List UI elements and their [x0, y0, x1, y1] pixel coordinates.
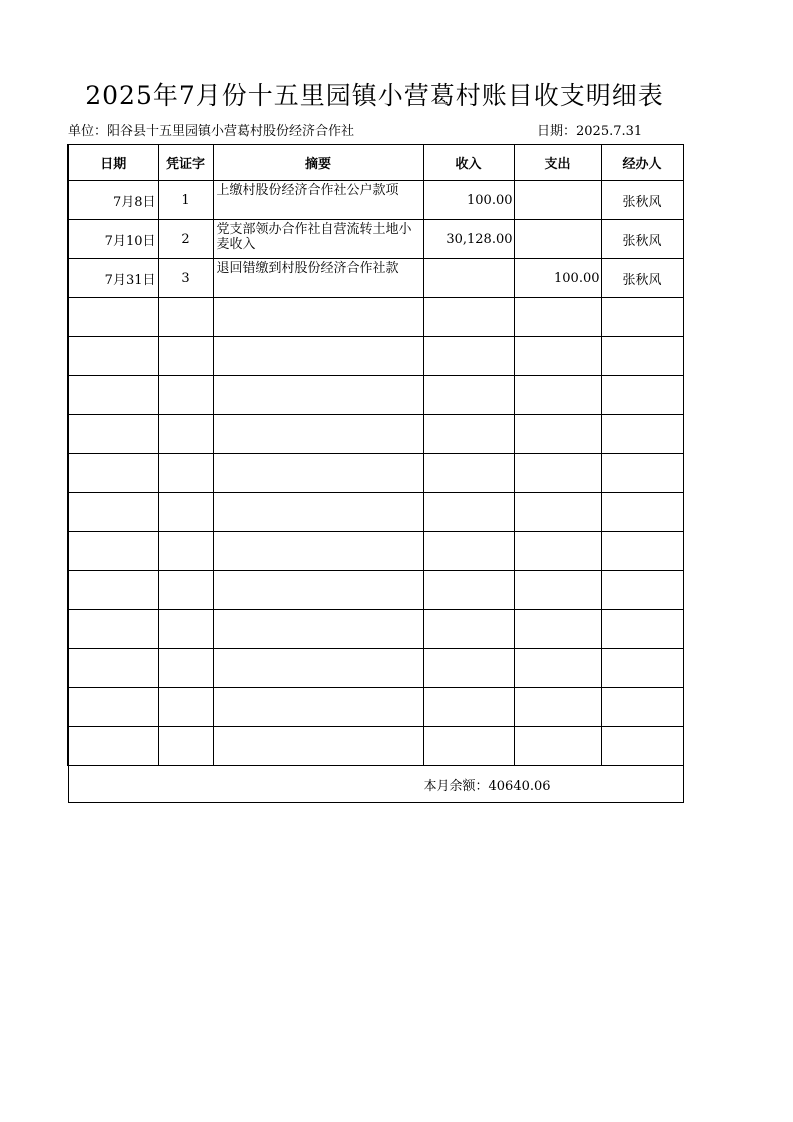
table-row — [68, 415, 683, 454]
table-row — [68, 376, 683, 415]
cell-summary — [213, 493, 423, 532]
cell-expense — [514, 727, 601, 766]
monthly-balance: 本月余额：40640.06 — [68, 766, 683, 803]
table-row — [68, 571, 683, 610]
table-row — [68, 727, 683, 766]
cell-summary — [213, 649, 423, 688]
cell-handler — [601, 298, 683, 337]
cell-handler — [601, 454, 683, 493]
cell-date — [68, 337, 158, 376]
cell-summary — [213, 532, 423, 571]
cell-expense — [514, 376, 601, 415]
cell-income — [423, 610, 514, 649]
cell-expense — [514, 298, 601, 337]
cell-expense — [514, 493, 601, 532]
column-header-expense: 支出 — [514, 145, 601, 181]
cell-income — [423, 259, 514, 298]
cell-summary — [213, 571, 423, 610]
cell-income — [423, 532, 514, 571]
table-row — [68, 220, 683, 259]
unit-label: 单位：阳谷县十五里园镇小营葛村股份经济合作社 — [68, 124, 355, 139]
cell-handler — [601, 337, 683, 376]
cell-income — [423, 454, 514, 493]
cell-voucher: 3 — [158, 259, 213, 298]
cell-income — [423, 376, 514, 415]
cell-summary — [213, 688, 423, 727]
cell-summary — [213, 727, 423, 766]
cell-date — [68, 571, 158, 610]
cell-summary — [213, 337, 423, 376]
cell-voucher — [158, 376, 213, 415]
cell-date — [68, 298, 158, 337]
cell-summary — [213, 610, 423, 649]
cell-date — [68, 454, 158, 493]
table-row — [68, 688, 683, 727]
page-title: 2025年7月份十五里园镇小营葛村账目收支明细表 — [85, 81, 664, 110]
cell-expense — [514, 220, 601, 259]
cell-handler — [601, 415, 683, 454]
cell-handler — [601, 571, 683, 610]
cell-voucher — [158, 298, 213, 337]
cell-expense — [514, 532, 601, 571]
cell-income — [423, 727, 514, 766]
cell-income — [423, 649, 514, 688]
cell-summary — [213, 454, 423, 493]
cell-income — [423, 415, 514, 454]
cell-voucher — [158, 649, 213, 688]
cell-voucher — [158, 610, 213, 649]
cell-date — [68, 415, 158, 454]
cell-expense — [514, 688, 601, 727]
table-row — [68, 259, 683, 298]
cell-summary: 上缴村股份经济合作社公户款项 — [213, 181, 423, 220]
cell-date — [68, 376, 158, 415]
cell-expense — [514, 454, 601, 493]
table-row — [68, 181, 683, 220]
cell-income — [423, 298, 514, 337]
cell-expense — [514, 649, 601, 688]
column-header-voucher: 凭证字 — [158, 145, 213, 181]
cell-handler — [601, 532, 683, 571]
cell-date — [68, 727, 158, 766]
cell-voucher — [158, 493, 213, 532]
cell-handler: 张秋风 — [601, 220, 683, 259]
cell-handler — [601, 376, 683, 415]
cell-handler — [601, 727, 683, 766]
cell-summary: 党支部领办合作社自营流转土地小麦收入 — [213, 220, 423, 259]
cell-expense — [514, 337, 601, 376]
table-row — [68, 493, 683, 532]
column-header-income: 收入 — [423, 145, 514, 181]
cell-expense: 100.00 — [514, 259, 601, 298]
cell-voucher — [158, 688, 213, 727]
cell-summary — [213, 298, 423, 337]
cell-summary — [213, 415, 423, 454]
table-header-row — [68, 145, 683, 181]
cell-income: 30,128.00 — [423, 220, 514, 259]
cell-date: 7月10日 — [68, 220, 158, 259]
table-row — [68, 337, 683, 376]
balance-row — [68, 766, 683, 803]
cell-handler — [601, 688, 683, 727]
column-header-summary: 摘要 — [213, 145, 423, 181]
column-header-handler: 经办人 — [601, 145, 683, 181]
cell-income — [423, 337, 514, 376]
table-row — [68, 532, 683, 571]
table-row — [68, 610, 683, 649]
cell-date — [68, 532, 158, 571]
cell-handler — [601, 649, 683, 688]
cell-expense — [514, 610, 601, 649]
date-label: 日期：2025.7.31 — [537, 124, 643, 139]
cell-date — [68, 649, 158, 688]
cell-date: 7月31日 — [68, 259, 158, 298]
table-row — [68, 454, 683, 493]
cell-date — [68, 610, 158, 649]
cell-date — [68, 493, 158, 532]
cell-handler: 张秋风 — [601, 181, 683, 220]
cell-handler — [601, 610, 683, 649]
cell-date: 7月8日 — [68, 181, 158, 220]
cell-voucher: 2 — [158, 220, 213, 259]
column-header-date: 日期 — [68, 145, 158, 181]
cell-handler: 张秋风 — [601, 259, 683, 298]
cell-voucher — [158, 337, 213, 376]
cell-voucher — [158, 454, 213, 493]
cell-expense — [514, 181, 601, 220]
cell-income — [423, 571, 514, 610]
cell-voucher — [158, 532, 213, 571]
cell-expense — [514, 571, 601, 610]
cell-voucher: 1 — [158, 181, 213, 220]
cell-voucher — [158, 727, 213, 766]
cell-voucher — [158, 415, 213, 454]
cell-summary: 退回错缴到村股份经济合作社款 — [213, 259, 423, 298]
ledger-table — [67, 144, 684, 803]
cell-date — [68, 688, 158, 727]
cell-income: 100.00 — [423, 181, 514, 220]
cell-expense — [514, 415, 601, 454]
cell-summary — [213, 376, 423, 415]
cell-voucher — [158, 571, 213, 610]
table-row — [68, 298, 683, 337]
cell-income — [423, 493, 514, 532]
cell-handler — [601, 493, 683, 532]
cell-income — [423, 688, 514, 727]
table-row — [68, 649, 683, 688]
